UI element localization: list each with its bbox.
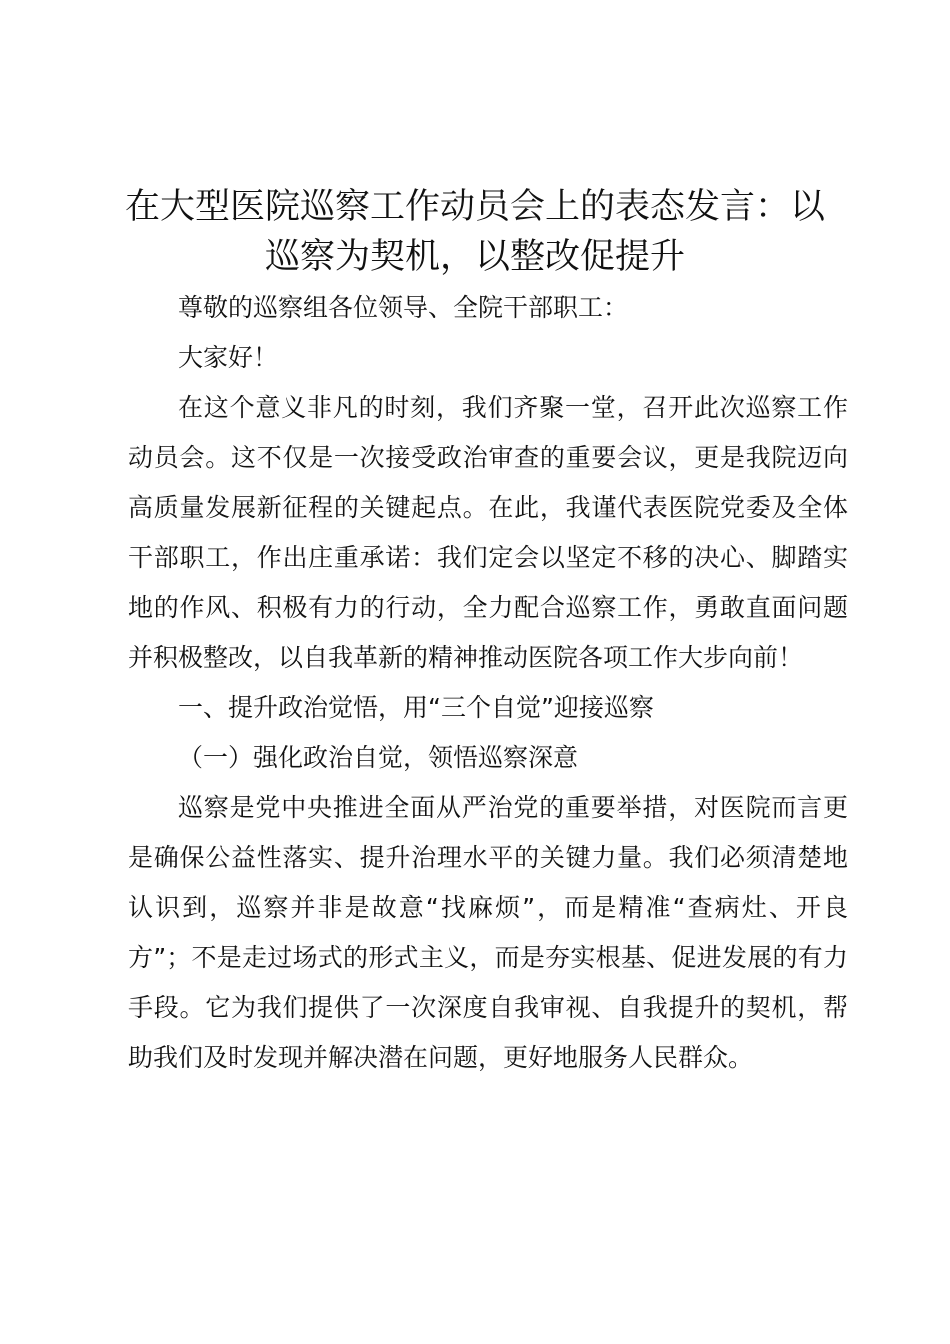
subsection-heading: （一）强化政治自觉，领悟巡察深意 — [178, 743, 579, 772]
section-heading: 一、提升政治觉悟，用“三个自觉”迎接巡察 — [178, 693, 654, 722]
subsection-paragraph: 巡察是党中央推进全面从严治党的重要举措，对医院而言更是确保公益性落实、提升治理水平的关键力量。我们必须清楚地认识到，巡察并非是故意“找麻烦”，而是精准“查病灶、开良方”；不是走过场式的形式主义，而是夯实根基、促进发展的有力手段。它为我们提供了一次深度自我审视、自我提升的契机，帮助我们及时发现并解决潜在问题，更好地服务人民群众。 — [128, 793, 848, 1072]
document-body — [128, 283, 848, 1083]
intro-paragraph: 在这个意义非凡的时刻，我们齐聚一堂，召开此次巡察工作动员会。这不仅是一次接受政治审查的重要会议，更是我院迈向高质量发展新征程的关键起点。在此，我谨代表医院党委及全体干部职工，作出庄重承诺：我们定会以坚定不移的决心、脚踏实地的作风、积极有力的行动，全力配合巡察工作，勇敢直面问题并积极整改，以自我革新的精神推动医院各项工作大步向前！ — [128, 393, 848, 672]
salutation: 尊敬的巡察组各位领导、全院干部职工： — [178, 293, 629, 322]
greeting: 大家好！ — [178, 343, 279, 372]
document-title: 在大型医院巡察工作动员会上的表态发言：以巡察为契机，以整改促提升 — [124, 187, 825, 277]
